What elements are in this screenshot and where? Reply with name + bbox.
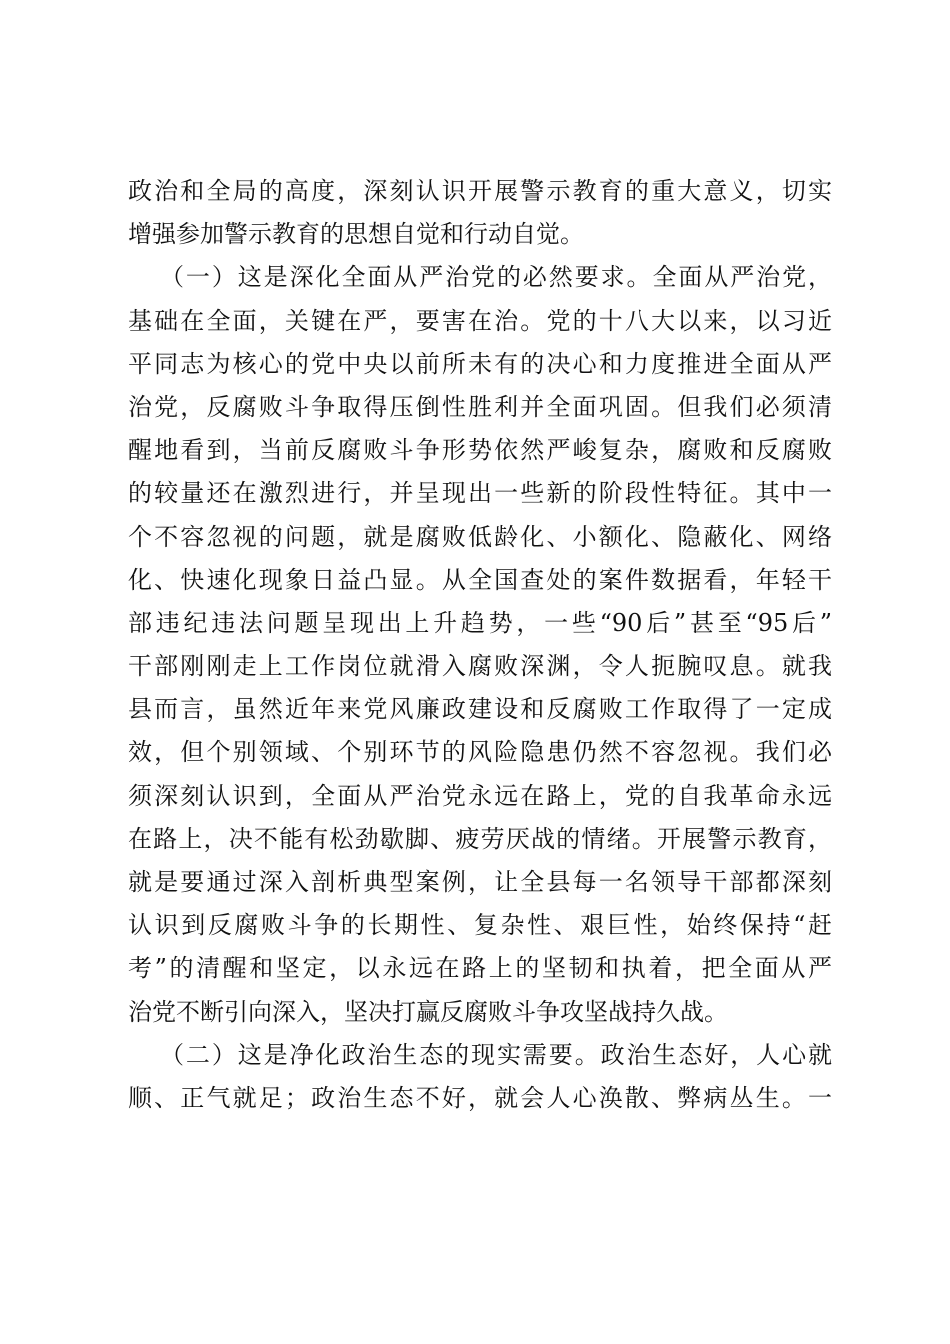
text-line: 平同志为核心的党中央以前所未有的决心和力度推进全面从严 — [128, 349, 832, 378]
text-line: 基础在全面，关键在严，要害在治。党的十八大以来，以习近 — [128, 306, 832, 335]
text-line: 政治和全局的高度，深刻认识开展警示教育的重大意义，切实 — [128, 177, 832, 205]
text-line: 效，但个别领域、个别环节的风险隐患仍然不容忽视。我们必 — [128, 738, 832, 767]
text-line: 县而言，虽然近年来党风廉政建设和反腐败工作取得了一定成 — [128, 695, 832, 724]
text-line: 就是要通过深入剖析典型案例，让全县每一名领导干部都深刻 — [128, 868, 832, 896]
text-line: 增强参加警示教育的思想自觉和行动自觉。 — [128, 220, 584, 249]
section-heading-line: （二）这是净化政治生态的现实需要。政治生态好，人心就 — [160, 1040, 832, 1069]
text-line: 考”的清醒和坚定，以永远在路上的坚韧和执着，把全面从严 — [128, 954, 832, 983]
text-line: 顺、正气就足；政治生态不好，就会人心涣散、弊病丛生。一 — [128, 1083, 832, 1112]
section-heading-line: （一）这是深化全面从严治党的必然要求。全面从严治党， — [160, 263, 832, 292]
text-line: 在路上，决不能有松劲歇脚、疲劳厌战的情绪。开展警示教育， — [128, 824, 832, 853]
text-line: 部违纪违法问题呈现出上升趋势，一些“90后”甚至“95后” — [128, 608, 832, 637]
text-line: 治党不断引向深入，坚决打赢反腐败斗争攻坚战持久战。 — [128, 997, 728, 1026]
text-line: 的较量还在激烈进行，并呈现出一些新的阶段性特征。其中一 — [128, 479, 832, 508]
text-line: 须深刻认识到，全面从严治党永远在路上，党的自我革命永远 — [128, 781, 832, 810]
body-text — [128, 170, 832, 1120]
text-line: 干部刚刚走上工作岗位就滑入腐败深渊，令人扼腕叹息。就我 — [128, 652, 832, 681]
text-line: 个不容忽视的问题，就是腐败低龄化、小额化、隐蔽化、网络 — [128, 522, 832, 551]
text-line: 醒地看到，当前反腐败斗争形势依然严峻复杂，腐败和反腐败 — [128, 436, 832, 465]
text-line: 化、快速化现象日益凸显。从全国查处的案件数据看，年轻干 — [128, 565, 832, 594]
text-line: 认识到反腐败斗争的长期性、复杂性、艰巨性，始终保持“赶 — [128, 911, 832, 940]
text-line: 治党，反腐败斗争取得压倒性胜利并全面巩固。但我们必须清 — [128, 392, 832, 421]
